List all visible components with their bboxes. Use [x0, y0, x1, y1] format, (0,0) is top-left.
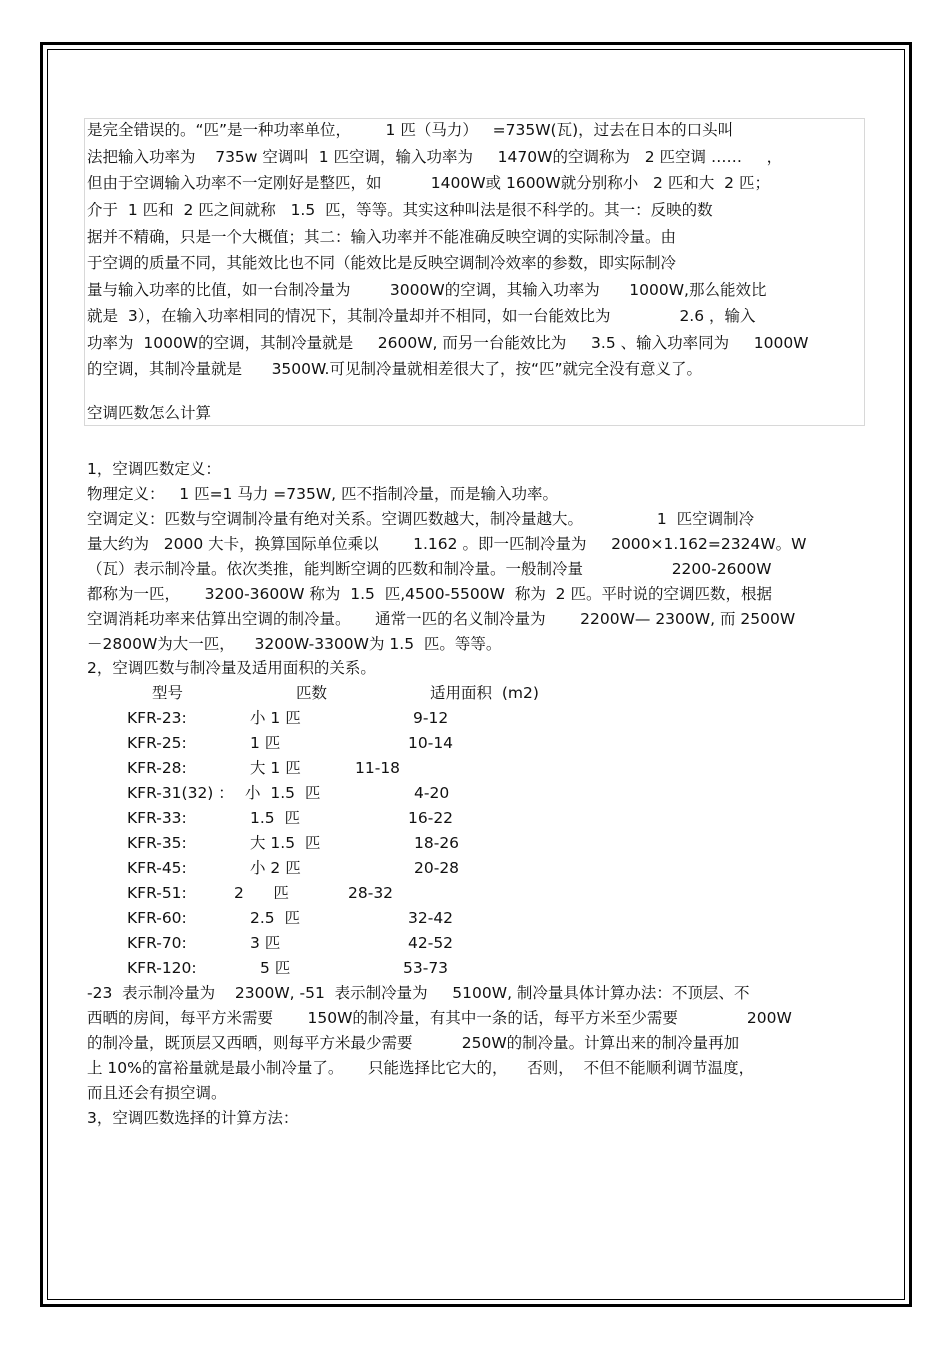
- intro-line: 但由于空调输入功率不一定刚好是整匹，如 1400W或 1600W就分别称小 2 匹和大 2 匹；: [87, 174, 770, 192]
- table-cell-area: 9-12: [413, 709, 449, 727]
- section1-line: 都称为一匹， 3200-3600W 称为 1.5 匹,4500-5500W 称为 2 匹。平时说的空调匹数，根据: [87, 585, 772, 603]
- table-cell-model: KFR-60:: [127, 909, 187, 927]
- section1-line: 空调定义：匹数与空调制冷量有绝对关系。空调匹数越大，制冷量越大。 1 匹空调制冷: [87, 510, 755, 528]
- intro-line: 介于 1 匹和 2 匹之间就称 1.5 匹，等等。其实这种叫法是很不科学的。其一：反映的数: [87, 201, 713, 219]
- intro-line: 的空调，其制冷量就是 3500W.可见制冷量就相差很大了，按“匹”就完全没有意义了。: [87, 360, 703, 378]
- table-header-hp: 匹数: [296, 684, 328, 702]
- section2-note-line: 西晒的房间，每平方米需要 150W的制冷量，有其中一条的话，每平方米至少需要 200W: [87, 1009, 792, 1027]
- table-cell-area: 42-52: [408, 934, 454, 952]
- section2-title: 2，空调匹数与制冷量及适用面积的关系。: [87, 659, 376, 677]
- table-cell-area: 11-18: [355, 759, 401, 777]
- section2-note-line: 上 10%的富裕量就是最小制冷量了。 只能选择比它大的， 否则， 不但不能顺利调节温度，: [87, 1059, 755, 1077]
- intro-heading: 空调匹数怎么计算: [87, 404, 212, 422]
- table-cell-model: KFR-51:: [127, 884, 187, 902]
- table-cell-hp: 3 匹: [250, 934, 281, 952]
- table-cell-area: 10-14: [408, 734, 454, 752]
- table-cell-hp: 大 1.5 匹: [250, 834, 321, 852]
- section1-line: 空调消耗功率来估算出空调的制冷量。 通常一匹的名义制冷量为 2200W— 2300W, 而 2500W: [87, 610, 796, 628]
- section1-line: （瓦）表示制冷量。依次类推，能判断空调的匹数和制冷量。一般制冷量 2200-2600W: [87, 560, 772, 578]
- table-cell-model: KFR-28:: [127, 759, 187, 777]
- table-header-area: 适用面积 (m2): [430, 684, 539, 702]
- table-cell-area: 16-22: [408, 809, 454, 827]
- table-cell-hp: 5 匹: [260, 959, 291, 977]
- table-cell-area: 20-28: [414, 859, 460, 877]
- table-cell-area: 4-20: [414, 784, 450, 802]
- table-cell-model: KFR-31(32) ：: [127, 784, 234, 802]
- table-cell-model: KFR-25:: [127, 734, 187, 752]
- table-cell-model: KFR-70:: [127, 934, 187, 952]
- table-cell-hp: 小 2 匹: [250, 859, 301, 877]
- intro-line: 功率为 1000W的空调，其制冷量就是 2600W, 而另一台能效比为 3.5 、输入功率同为 1000W: [87, 334, 809, 352]
- table-cell-hp: 2.5 匹: [250, 909, 301, 927]
- intro-line: 是完全错误的。“匹”是一种功率单位， 1 匹（马力） =735W(瓦)，过去在日本的口头叫: [87, 121, 734, 139]
- section1-line: 量大约为 2000 大卡，换算国际单位乘以 1.162 。即一匹制冷量为 2000×1.162=2324W。W: [87, 535, 807, 553]
- intro-line: 据并不精确，只是一个大概值；其二：输入功率并不能准确反映空调的实际制冷量。由: [87, 228, 677, 246]
- table-header-model: 型号: [152, 684, 184, 702]
- table-cell-hp: 1 匹: [250, 734, 281, 752]
- table-cell-area: 18-26: [414, 834, 460, 852]
- section3-title: 3，空调匹数选择的计算方法：: [87, 1109, 299, 1127]
- intro-line: 就是 3），在输入功率相同的情况下，其制冷量却并不相同，如一台能效比为 2.6 ，输入: [87, 307, 756, 325]
- section1-line: 物理定义： 1 匹=1 马力 =735W, 匹不指制冷量，而是输入功率。: [87, 485, 559, 503]
- section2-note-line: 的制冷量，既顶层又西晒，则每平方米最少需要 250W的制冷量。计算出来的制冷量再加: [87, 1034, 740, 1052]
- section1-line: －2800W为大一匹， 3200W-3300W为 1.5 匹。等等。: [87, 635, 502, 653]
- table-cell-hp: 1.5 匹: [250, 809, 301, 827]
- table-cell-hp: 小 1 匹: [250, 709, 301, 727]
- table-cell-model: KFR-23:: [127, 709, 187, 727]
- table-cell-area: 28-32: [348, 884, 394, 902]
- intro-line: 量与输入功率的比值，如一台制冷量为 3000W的空调，其输入功率为 1000W,那么能效比: [87, 281, 767, 299]
- table-cell-model: KFR-33:: [127, 809, 187, 827]
- intro-line: 法把输入功率为 735w 空调叫 1 匹空调，输入功率为 1470W的空调称为 2 匹空调 …… ，: [87, 148, 783, 166]
- table-cell-model: KFR-120:: [127, 959, 197, 977]
- section2-note-line: 而且还会有损空调。: [87, 1084, 227, 1102]
- table-cell-hp: 大 1 匹: [250, 759, 301, 777]
- intro-line: 于空调的质量不同，其能效比也不同（能效比是反映空调制冷效率的参数，即实际制冷: [87, 254, 677, 272]
- table-cell-hp: 2 匹: [234, 884, 289, 902]
- table-cell-area: 53-73: [403, 959, 449, 977]
- table-cell-model: KFR-35:: [127, 834, 187, 852]
- table-cell-area: 32-42: [408, 909, 454, 927]
- table-cell-model: KFR-45:: [127, 859, 187, 877]
- section1-title: 1，空调匹数定义：: [87, 460, 221, 478]
- section2-note-line: -23 表示制冷量为 2300W, -51 表示制冷量为 5100W, 制冷量具体计算办法：不顶层、不: [87, 984, 750, 1002]
- table-cell-hp: 小 1.5 匹: [245, 784, 321, 802]
